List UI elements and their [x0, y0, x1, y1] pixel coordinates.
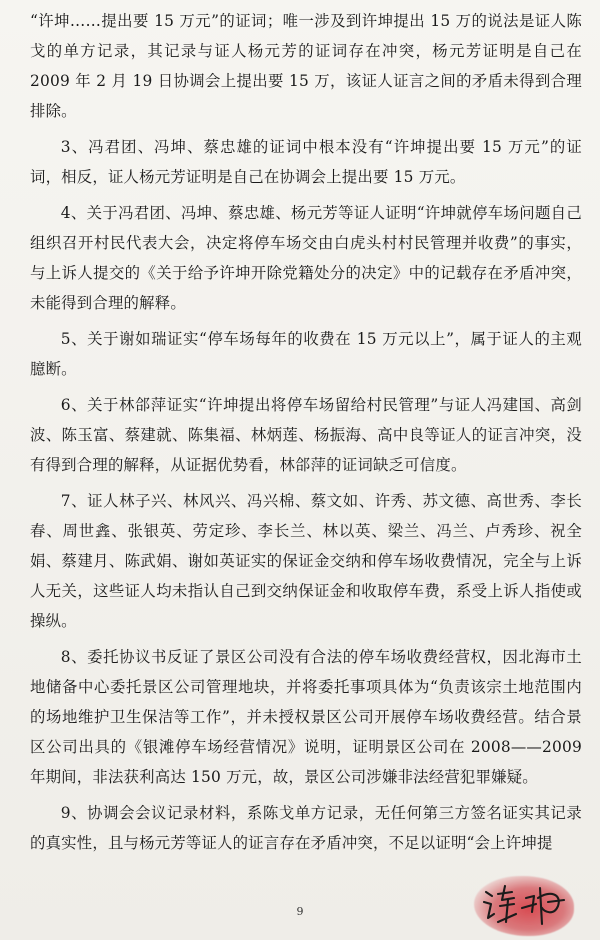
handwritten-signature	[478, 878, 574, 934]
paragraph-item-8: 8、委托协议书反证了景区公司没有合法的停车场收费经营权，因北海市土地储备中心委托景区公司管理地块，并将委托事项具体为“负责该宗土地范围内的场地维护卫生保洁等工作”，并未授权景区公司开展停车场收费经营。结合景区公司出具的《银滩停车场经营情况》说明，证明景区公司在 2008——2009 年期间，非法获利高达 150 万元，故，景区公司涉嫌非法经营犯罪嫌疑。	[30, 648, 582, 786]
paragraph-continuation: “许坤……提出要 15 万元”的证词；唯一涉及到许坤提出 15 万的说法是证人陈戈的单方记录，其记录与证人杨元芳的证词存在冲突，杨元芳证明是自己在 2009 年 2 月 19 日协调会上提出要 15 万，该证人证言之间的矛盾未得到合理排除。	[30, 12, 582, 120]
document-body	[30, 6, 582, 864]
page-number: 9	[296, 905, 304, 918]
paragraph-item-4: 4、关于冯君团、冯坤、蔡忠雄、杨元芳等证人证明“许坤就停车场问题自己组织召开村民代表大会，决定将停车场交由白虎头村村民管理并收费”的事实，与上诉人提交的《关于给予许坤开除党籍处分的决定》中的记载存在矛盾冲突，未能得到合理的解释。	[30, 204, 582, 312]
paragraph-item-9: 9、协调会会议记录材料，系陈戈单方记录，无任何第三方签名证实其记录的真实性，且与杨元芳等证人的证言存在矛盾冲突，不足以证明“会上许坤提	[30, 804, 582, 852]
paragraph-item-6: 6、关于林郃萍证实“许坤提出将停车场留给村民管理”与证人冯建国、高剑波、陈玉富、蔡建就、陈集福、林炳莲、杨振海、高中良等证人的证言冲突，没有得到合理的解释，从证据优势看，林郃萍的证词缺乏可信度。	[30, 396, 582, 474]
paragraph-item-7: 7、证人林子兴、林风兴、冯兴棉、蔡文如、许秀、苏文德、高世秀、李长春、周世錱、张银英、劳定珍、李长兰、林以英、梁兰、冯兰、卢秀珍、祝全娟、蔡建月、陈武娟、谢如英证实的保证金交纳和停车场收费情况，完全与上诉人无关，这些证人均未指认自己到交纳保证金和收取停车费，系受上诉人指使或操纵。	[30, 492, 582, 630]
signature-with-seal	[468, 870, 586, 938]
paragraph-item-5: 5、关于谢如瑞证实“停车场每年的收费在 15 万元以上”，属于证人的主观臆断。	[30, 330, 582, 378]
paragraph-item-3: 3、冯君团、冯坤、蔡忠雄的证词中根本没有“许坤提出要 15 万元”的证词，相反，证人杨元芳证明是自己在协调会上提出要 15 万元。	[30, 138, 582, 186]
